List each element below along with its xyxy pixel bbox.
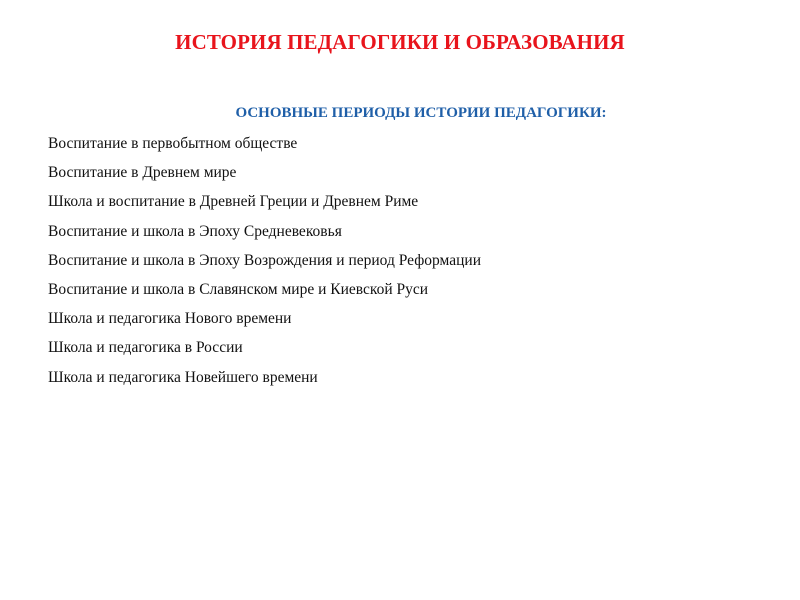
list-item: Школа и педагогика Новейшего времени xyxy=(48,368,318,386)
list-item: Школа и воспитание в Древней Греции и Древнем Риме xyxy=(48,193,419,211)
list-item: Воспитание и школа в Славянском мире и Киевской Руси xyxy=(48,280,429,298)
list-item: Школа и педагогика Нового времени xyxy=(48,310,292,328)
periods-list xyxy=(48,134,748,397)
list-item: Воспитание и школа в Эпоху Средневековья xyxy=(48,222,342,240)
list-item: Школа и педагогика в России xyxy=(48,339,243,357)
list-item: Воспитание в первобытном обществе xyxy=(48,135,298,152)
list-item: Воспитание и школа в Эпоху Возрождения и период Реформации xyxy=(48,251,481,269)
slide-subtitle: ОСНОВНЫЕ ПЕРИОДЫ ИСТОРИИ ПЕДАГОГИКИ: xyxy=(235,105,607,121)
list-item: Воспитание в Древнем мире xyxy=(48,164,237,182)
slide-title: ИСТОРИЯ ПЕДАГОГИКИ И ОБРАЗОВАНИЯ xyxy=(175,30,625,54)
